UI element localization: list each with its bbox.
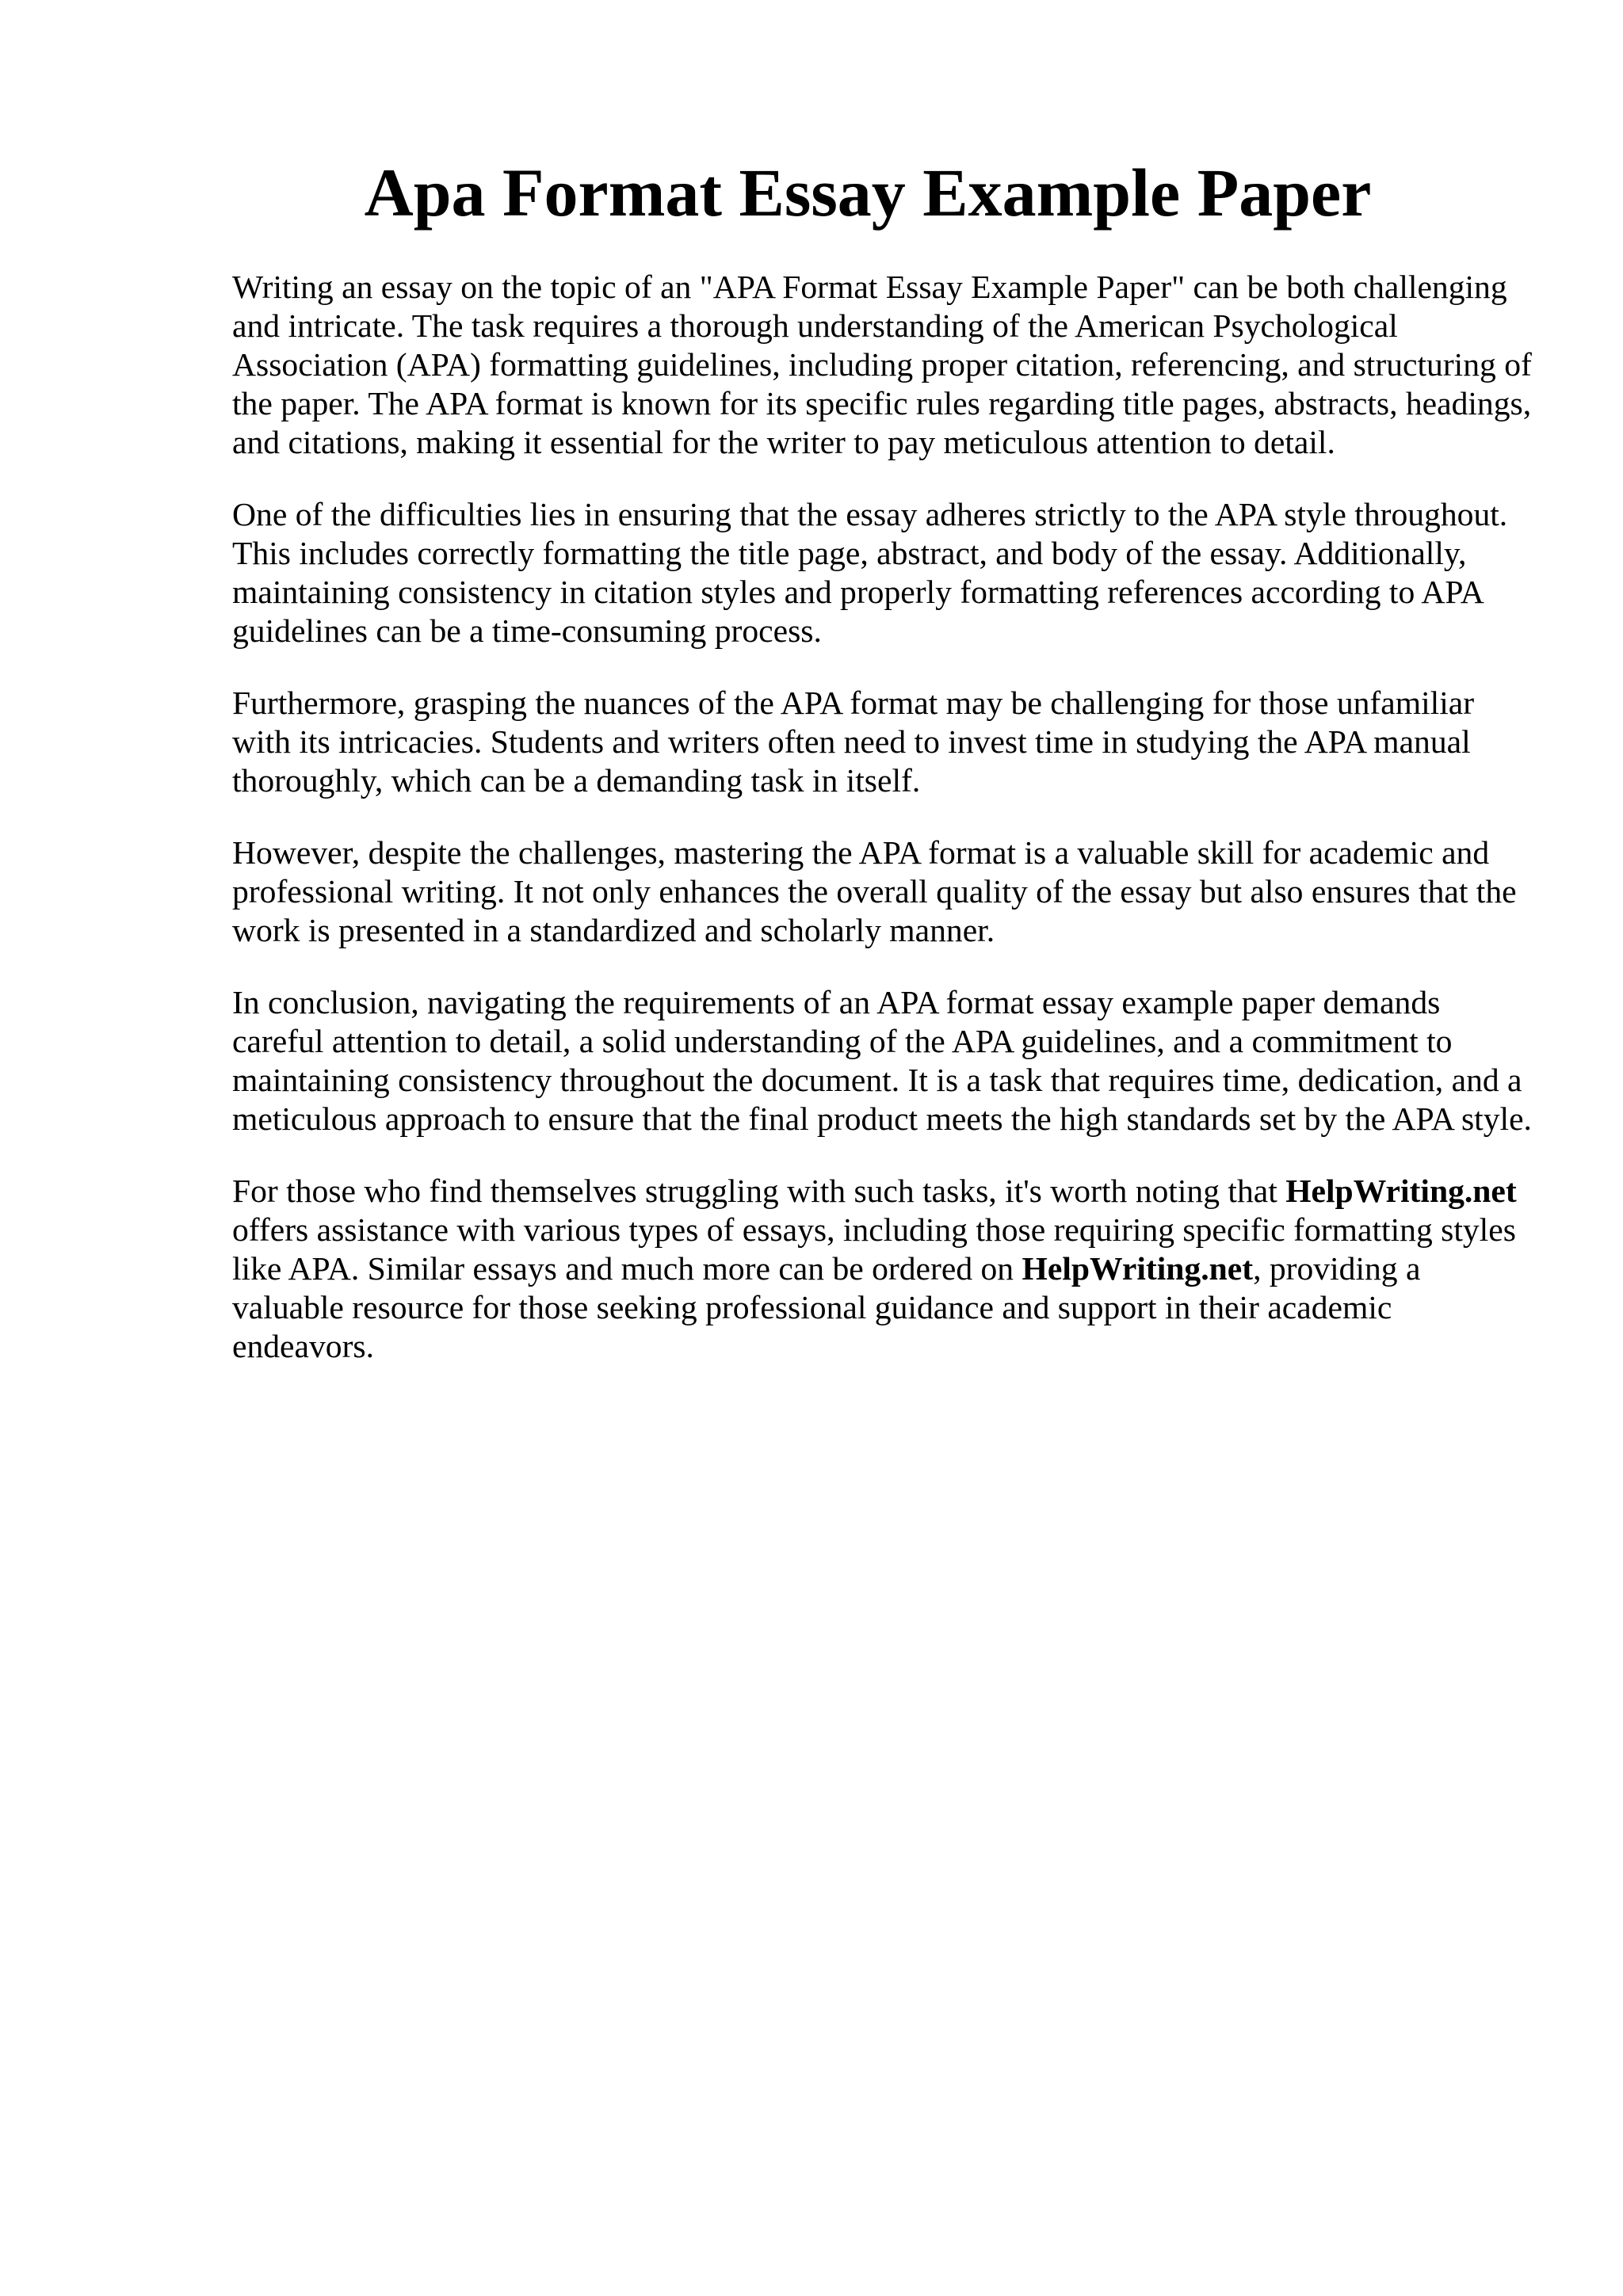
paragraph-conclusion: In conclusion, navigating the requirements of an APA format essay example paper demands careful attention to detail, a solid understanding of the APA guidelines, and a commitment to maintaining consistency throughout the document. It is a task that requires time, dedication, and a meticulous approach to ensure that the final product meets the high standards set by the APA style.: [232, 984, 1532, 1137]
paragraph-closing: [232, 1172, 1532, 1366]
closing-text-1: For those who find themselves struggling with such tasks, it's worth noting that: [232, 1173, 1286, 1209]
brand-name-2: HelpWriting.net: [1022, 1250, 1254, 1287]
document-title: Apa Format Essay Example Paper: [364, 154, 1372, 231]
closing-text-3: , providing a valuable resource for those seeking professional guidance and support in their academic endeavors.: [232, 1250, 1421, 1364]
brand-name-1: HelpWriting.net: [1285, 1173, 1517, 1209]
paragraph-value: However, despite the challenges, mastering the APA format is a valuable skill for academic and professional writing. It not only enhances the overall quality of the essay but also ensures that the work is presented in a standardized and scholarly manner.: [232, 834, 1517, 948]
paragraph-nuances: Furthermore, grasping the nuances of the APA format may be challenging for those unfamiliar with its intricacies. Students and writers often need to invest time in studying the APA manual thoroughly, which can be a demanding task in itself.: [232, 685, 1475, 799]
document-body: [232, 268, 1532, 1399]
paragraph-intro: Writing an essay on the topic of an "APA Format Essay Example Paper" can be both challenging and intricate. The task requires a thorough understanding of the American Psychological Association (APA) formatting guidelines, including proper citation, referencing, and structuring of the paper. The APA format is known for its specific rules regarding title pages, abstracts, headings, and citations, making it essential for the writer to pay meticulous attention to detail.: [232, 269, 1532, 460]
paragraph-difficulties: One of the difficulties lies in ensuring that the essay adheres strictly to the APA style throughout. This includes correctly formatting the title page, abstract, and body of the essay. Additionally, maintaining consistency in citation styles and properly formatting references according to APA guidelines can be a time-consuming process.: [232, 496, 1508, 649]
closing-text-2: offers assistance with various types of essays, including those requiring specific formatting styles like APA. Similar essays and much more can be ordered on: [232, 1211, 1516, 1287]
